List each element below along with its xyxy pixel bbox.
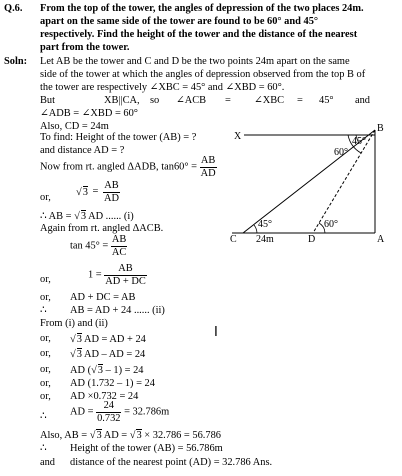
or-label-3: or, [40,292,51,303]
eq6a: AD ( [70,365,92,376]
question-number: Q.6. [4,3,23,14]
eq-i-line: ∴ AB = √3 AD ...... (i) [40,211,134,222]
eq-i-tail: AD ...... (i) [88,211,134,222]
also-line: Also, AB = √3 AD = √3 × 32.786 = 56.786 [40,430,221,441]
or-label-5: or, [40,348,51,359]
or-label-7: or, [40,378,51,389]
numerator: AB [104,263,147,276]
denominator: AD + DC [105,275,146,287]
arc-45-c [254,225,257,233]
therefore-ab: ∴ AB = [40,211,72,222]
tan60-prefix: Now from rt. angled ΔADB, tan60° = [40,161,197,173]
or-label-1: or, [40,192,51,203]
fraction-ab-ad [200,155,217,180]
sqrt3-frac-line: √3 = $\frac{AB}{AD}$ [76,180,120,204]
ad-eq: AD = [70,406,94,418]
sqrt3: 3 [82,186,88,198]
question-line-4: part from the tower. [40,42,130,53]
eq8-line: AD ×0.732 = 24 [70,391,139,402]
or-label-8: or, [40,391,51,402]
so-word: so [150,95,160,106]
label-a: A [377,234,385,242]
deg-45: 45° [319,95,334,106]
again-line: Again from rt. angled ΔACB. [40,223,164,234]
or-label-4: or, [40,333,51,344]
sqrt3: 3 [80,211,87,222]
solution-label: Soln: [4,56,28,67]
therefore-2: ∴ [40,305,47,316]
label-c: C [230,234,237,242]
text-cursor: I [214,325,218,340]
adb-line: ∠ADB = ∠XBD = 60° [40,108,138,119]
solution-line-1: Let AB be the tower and C and D be the two points 24m apart on the same [40,56,350,67]
but-word: But [40,95,56,106]
numerator: AB [111,234,127,245]
eq7-line: AD (1.732 – 1) = 24 [70,378,155,389]
therefore-3: ∴ [40,411,47,422]
label-b: B [377,123,384,134]
solution-line-2: side of the tower at which the angles of depression observed from the top B of [40,69,366,80]
equals-1: = [225,95,231,106]
angle-60-top: 60° [334,147,348,158]
or-label-6: or, [40,364,51,375]
also-tail: × 32.786 = 56.786 [144,430,221,441]
one-eq-line [88,263,147,288]
denominator: AD [104,192,120,204]
angle-45-c: 45° [258,219,272,230]
label-x: X [234,131,242,142]
question-line-1: From the top of the tower, the angles of depression of the two places 24m. [40,3,364,14]
fraction-ab-ac [111,234,127,259]
question-line-2: apart on the same side of the tower are found to be 60° and 45° [40,16,319,27]
dist-cd-label: 24m [256,234,274,242]
question-line-3: respectively. Find the height of the tower and the distance of the nearest [40,29,358,40]
tan60-line [40,155,217,180]
angle-acb: ∠ACB [176,95,207,106]
ad-result-line [70,400,169,425]
parallel-text: XB||CA, [104,95,140,106]
numerator: 24 [96,400,121,413]
equals-a: = [92,186,99,198]
numerator: AB [104,180,119,191]
and-word: and [355,95,371,106]
equals-2: = [297,95,303,106]
from-line: From (i) and (ii) [40,318,108,329]
angle-60-d: 60° [324,219,338,230]
ad-result: = 32.786m [124,406,170,418]
label-d: D [308,234,316,242]
angle-xbc: ∠XBC [254,95,285,106]
find-line: To find: Height of the tower (AB) = ? [40,132,197,143]
height-line: Height of the tower (AB) = 56.786m [70,443,223,454]
therefore-4: ∴ [40,443,47,454]
eq4: AD = AD + 24 [83,334,146,345]
adpdc-eq: AD + DC = AB [70,292,136,303]
sqrt3: 3 [76,349,82,360]
eq6b: – 1) = 24 [105,365,144,376]
fraction-ab-adpdc [104,263,147,288]
final-line: distance of the nearest point (AD) = 32.786 Ans. [70,457,273,468]
also-prefix: Also, AB = [40,430,88,441]
denominator: 0.732 [97,412,121,424]
denominator: AC [111,246,127,258]
sqrt3: 3 [97,365,103,376]
dist-line: and distance AD = ? [40,145,125,156]
eq5-line: √3 AD – AD = 24 [70,349,146,360]
numerator: AB [200,155,216,166]
solution-line-3: the tower are respectively ∠XBC = 45° and ∠XBD = 60°. [40,82,285,93]
tower-diagram [228,122,398,242]
sqrt3: 3 [76,334,82,345]
and-word-2: and [40,457,56,468]
eq4-line: √3 AD = AD + 24 [70,334,146,345]
denominator: AD [200,167,216,179]
eq-ii-line: AB = AD + 24 ...... (ii) [70,305,165,316]
one-eq: 1 = [88,269,102,281]
tan45-line [70,234,127,259]
fraction-24-0732 [96,400,121,425]
cd-line: Also, CD = 24m [40,121,109,132]
also-mid: AD = [103,430,128,441]
angle-45-top: 45° [352,136,366,147]
sqrt3: 3 [136,430,142,441]
sqrt3: 3 [96,430,102,441]
eq6-line: AD (√3 – 1) = 24 [70,365,144,376]
or-label-2: or, [40,274,51,285]
tan45-label: tan 45° = [70,240,109,252]
eq5: AD – AD = 24 [83,349,146,360]
fraction-ab-ad-2 [103,180,120,205]
